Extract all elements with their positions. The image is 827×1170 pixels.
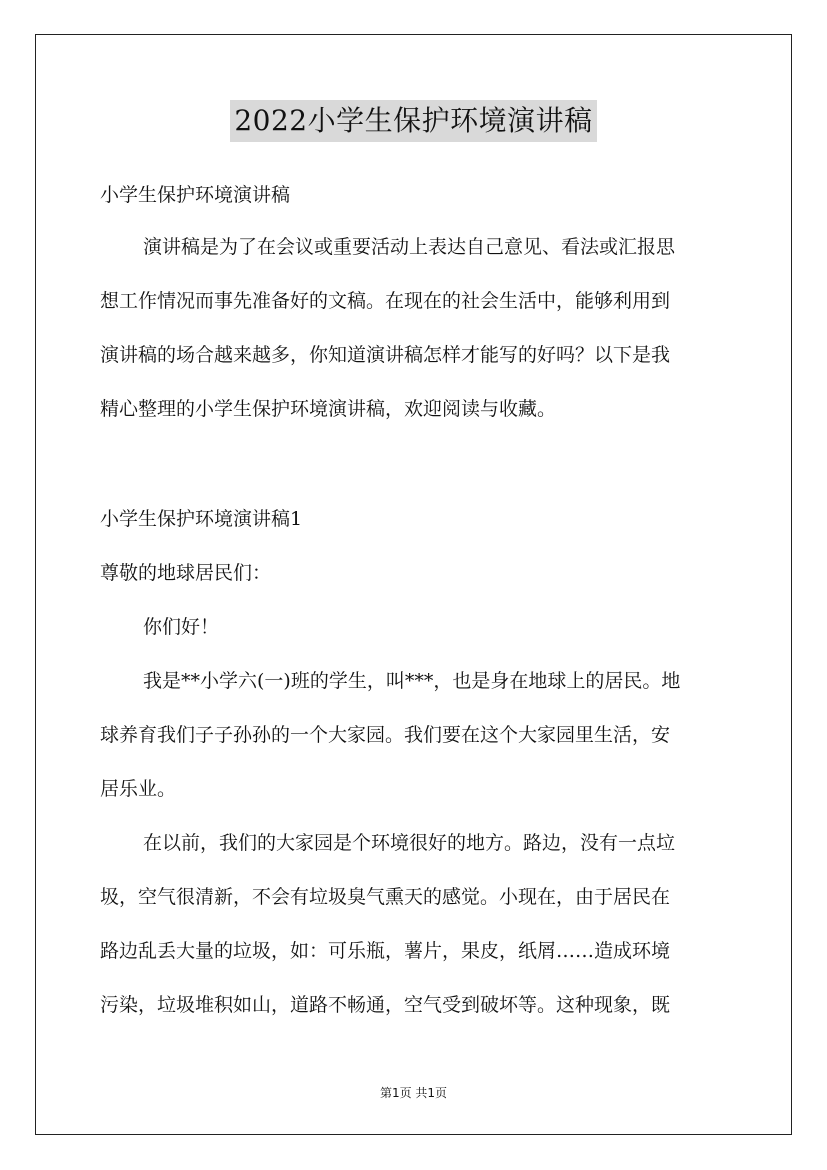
intro-line: 演讲稿是为了在会议或重要活动上表达自己意见、看法或汇报思 [143, 236, 676, 258]
paragraph-line: 我是**小学六(一)班的学生，叫***，也是身在地球上的居民。地 [143, 670, 681, 692]
paragraph-line: 球养育我们子子孙孙的一个大家园。我们要在这个大家园里生活，安 [100, 724, 671, 746]
paragraph-line: 污染，垃圾堆积如山，道路不畅通，空气受到破坏等。这种现象，既 [100, 994, 671, 1016]
paragraph-line: 居乐业。 [100, 778, 177, 800]
paragraph-line: 圾，空气很清新，不会有垃圾臭气熏天的感觉。小现在，由于居民在 [100, 886, 671, 908]
greeting: 你们好！ [143, 616, 220, 638]
paragraph-line: 在以前，我们的大家园是个环境很好的地方。路边，没有一点垃 [143, 832, 676, 854]
paragraph-line: 路边乱丢大量的垃圾，如：可乐瓶，薯片，果皮，纸屑……造成环境 [100, 940, 671, 962]
section-heading: 小学生保护环境演讲稿1 [100, 508, 303, 530]
intro-line: 演讲稿的场合越来越多，你知道演讲稿怎样才能写的好吗？以下是我 [100, 344, 671, 366]
intro-line: 想工作情况而事先准备好的文稿。在现在的社会生活中，能够利用到 [100, 290, 671, 312]
document-title-wrapper [0, 100, 827, 142]
document-title: 2022小学生保护环境演讲稿 [230, 100, 596, 142]
subtitle: 小学生保护环境演讲稿 [100, 184, 291, 206]
salutation: 尊敬的地球居民们： [100, 562, 272, 584]
intro-line: 精心整理的小学生保护环境演讲稿，欢迎阅读与收藏。 [100, 398, 557, 420]
page-footer: 第1页 共1页 [379, 1086, 448, 1100]
